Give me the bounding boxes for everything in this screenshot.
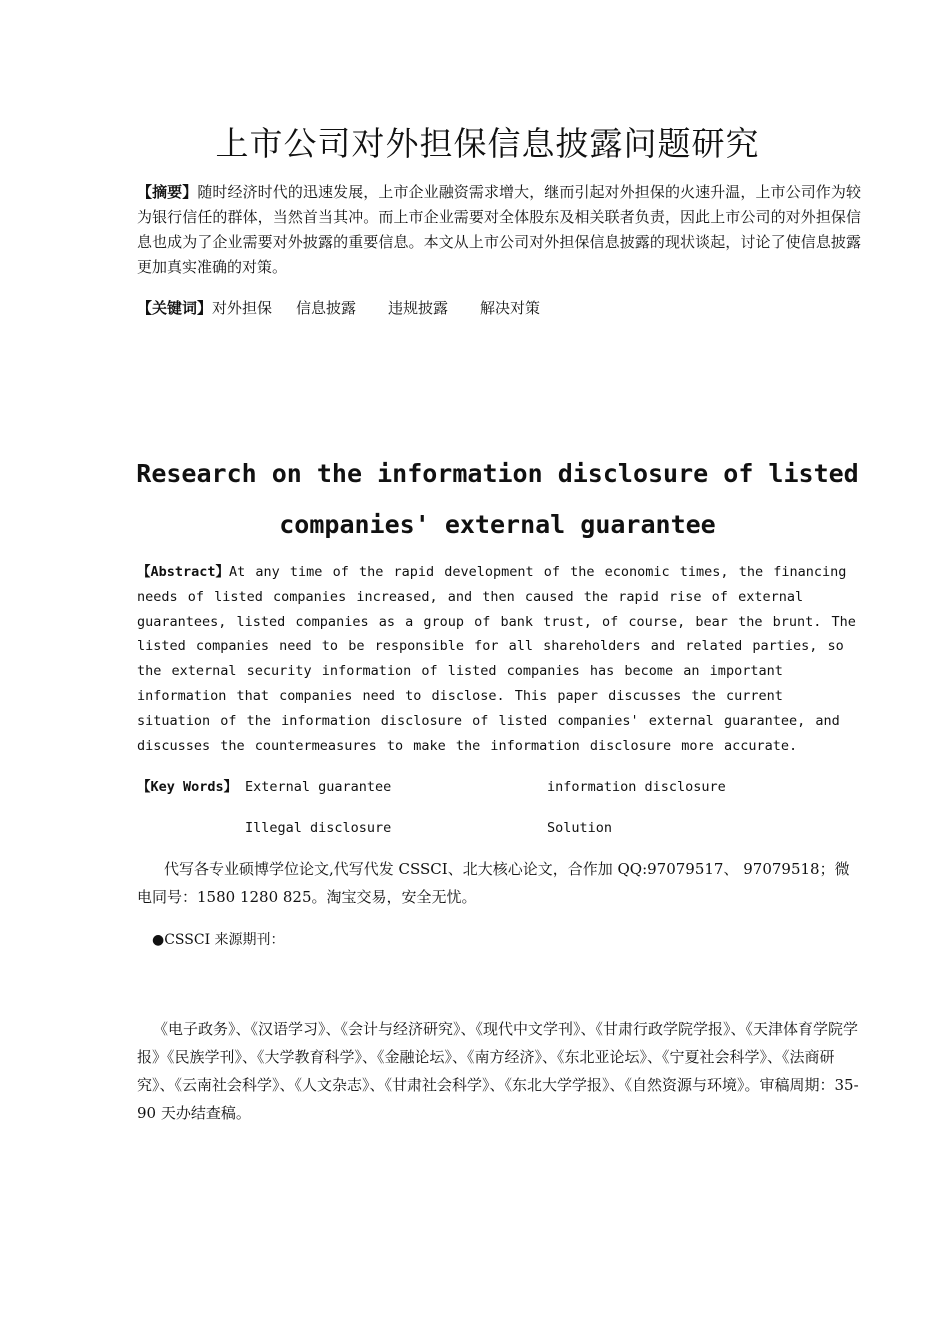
chinese-keywords [137,296,861,321]
english-title: Research on the information disclosure of listed companies' external guarantee [136,459,859,539]
english-keywords-row [137,816,861,857]
chinese-abstract-text: 随时经济时代的迅速发展，上市企业融资需求增大，继而引起对外担保的火速升温，上市公司作为较为银行信任的群体，当然首当其冲。而上市企业需要对全体股东及相关联者负责，因此上市公司的对外担保信息也成为了企业需要对外披露的重要信息。本文从上市公司对外担保信息披露的现状谈起，讨论了使信息披露更加真实准确的对策。 [137,183,861,276]
chinese-abstract [137,180,861,280]
chinese-keyword: 对外担保 [212,299,273,317]
english-keyword: Solution [547,820,613,836]
english-keywords-label: 【Key Words】 [137,779,238,795]
chinese-keywords-label: 【关键词】 [137,299,213,317]
chinese-keyword: 信息披露 [296,299,357,317]
chinese-keyword: 解决对策 [480,299,541,317]
english-keywords [137,775,861,857]
chinese-keyword: 违规披露 [388,299,449,317]
english-keyword: External guarantee [245,779,392,795]
chinese-abstract-label: 【摘要】 [137,183,198,201]
english-abstract-label: 【Abstract】 [137,564,230,580]
english-keywords-row [137,775,861,816]
english-keyword: Illegal disclosure [245,820,392,836]
english-abstract-text: At any time of the rapid development of the economic times, the financing needs of listed companies increased, and then caused the rapid rise of external guarantees, listed companies as a group of bank trust, of course, bear the brunt. The listed companies need to be responsible for all shareholders and related parties, so the external security information of listed companies has become an important information that companies need to disclose. This paper discusses the current situation of the information disclosure of listed companies' external guarantee, and discusses the countermeasures to make the information disclosure more accurate. [137,564,856,754]
cssci-label: ●CSSCI 来源期刊： [152,932,285,948]
journal-list: 《电子政务》、《汉语学习》、《会计与经济研究》、《现代中文学刊》、《甘肃行政学院学报》、《天津体育学院学报》《民族学刊》、《大学教育科学》、《金融论坛》、《南方经济》、《东北亚论坛》、《宁夏社会科学》、《法商研究》、《云南社会科学》、《人文杂志》、《甘肃社会科学》、《东北大学学报》、《自然资源与环境》。审稿周期：35-90 天办结查稿。 [137,1020,859,1122]
english-abstract [137,560,861,758]
ad-paragraph: 代写各专业硕博学位论文,代写代发 CSSCI、北大核心论文，合作加 QQ:97079517、 97079518；微 电同号：1580 1280 825。淘宝交易，安全无忧。 [137,860,850,906]
chinese-title: 上市公司对外担保信息披露问题研究 [215,124,760,163]
english-keyword: information disclosure [547,779,726,795]
